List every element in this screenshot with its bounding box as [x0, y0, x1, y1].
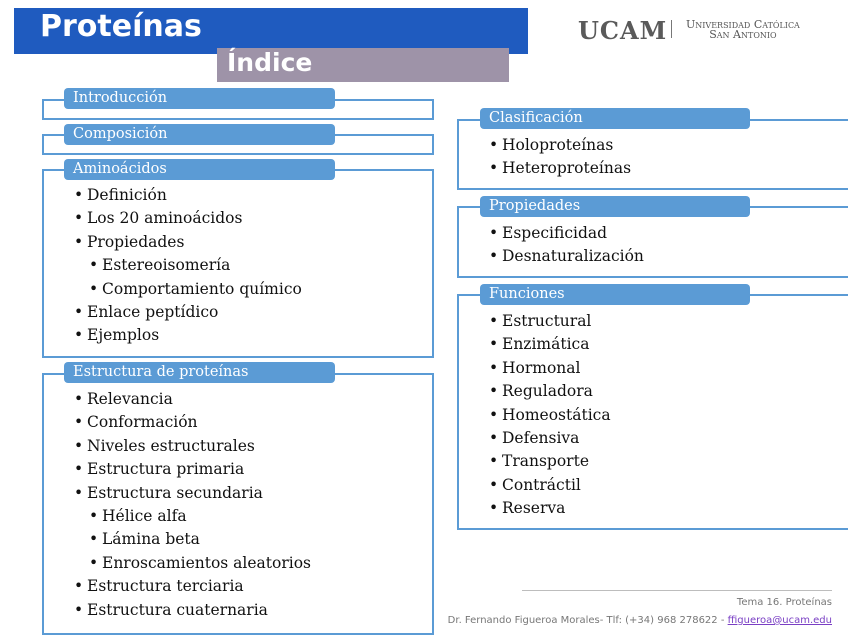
- bullet-icon: •: [74, 460, 84, 479]
- list-item-text: Conformación: [87, 413, 198, 432]
- list-item-text: Lámina beta: [102, 530, 200, 549]
- list-item: [74, 552, 311, 575]
- slide-title: Proteínas: [40, 9, 202, 44]
- propiedades-header: Propiedades: [480, 196, 750, 217]
- list-item: [74, 278, 302, 301]
- list-item-text: Estructura secundaria: [87, 483, 263, 502]
- logo-divider: [671, 20, 672, 38]
- bullet-icon: •: [74, 326, 84, 345]
- list-item-text: Heteroproteínas: [502, 159, 632, 178]
- list-item: [74, 207, 302, 230]
- footer-topic: Tema 16. Proteínas: [736, 597, 832, 608]
- clasificacion-header: Clasificación: [480, 108, 750, 129]
- list-item-text: Ejemplos: [87, 326, 160, 345]
- list-item: [74, 458, 311, 481]
- bullet-icon: •: [89, 256, 99, 275]
- clasificacion-list: [489, 134, 631, 181]
- list-item: [74, 528, 311, 551]
- list-item: [489, 380, 611, 403]
- bullet-icon: •: [489, 405, 499, 424]
- list-item: [489, 427, 611, 450]
- list-item: [489, 310, 611, 333]
- list-item-text: Holoproteínas: [502, 136, 614, 154]
- bullet-icon: •: [489, 452, 499, 471]
- list-item-text: Estructura cuaternaria: [87, 600, 268, 619]
- list-item: [489, 157, 631, 180]
- list-item: [489, 357, 611, 380]
- list-item: [74, 254, 302, 277]
- aminoacidos-header: Aminoácidos: [64, 159, 335, 180]
- bullet-icon: •: [489, 136, 499, 154]
- list-item: [74, 231, 302, 254]
- list-item: [489, 450, 611, 473]
- list-item-text: Comportamiento químico: [102, 279, 302, 298]
- list-item-text: Estructura terciaria: [87, 577, 244, 596]
- propiedades-list: [489, 222, 644, 269]
- list-item: [74, 599, 311, 622]
- bullet-icon: •: [489, 247, 499, 266]
- bullet-icon: •: [74, 390, 84, 408]
- university-line-1: Universidad Católica: [686, 18, 800, 31]
- aminoacidos-list: [74, 184, 302, 348]
- university-line-2: San Antonio: [709, 28, 777, 41]
- funciones-header: Funciones: [480, 284, 750, 305]
- ucam-logo: UCAM: [578, 16, 668, 45]
- list-item: [74, 301, 302, 324]
- list-item-text: Hormonal: [502, 358, 581, 377]
- list-item-text: Enroscamientos aleatorios: [102, 553, 311, 572]
- bullet-icon: •: [74, 413, 84, 432]
- list-item-text: Defensiva: [502, 428, 580, 447]
- list-item-text: Estructural: [502, 312, 592, 330]
- bullet-icon: •: [74, 302, 84, 321]
- list-item: [489, 474, 611, 497]
- list-item-text: Reguladora: [502, 382, 593, 401]
- list-item: [489, 497, 611, 520]
- bullet-icon: •: [489, 499, 499, 518]
- bullet-icon: •: [489, 428, 499, 447]
- list-item-text: Homeostática: [502, 405, 611, 424]
- list-item-text: Los 20 aminoácidos: [87, 209, 243, 228]
- bullet-icon: •: [74, 600, 84, 619]
- footer-author-text: Dr. Fernando Figueroa Morales- Tlf: (+34) 968 278622 -: [447, 615, 728, 626]
- list-item-text: Relevancia: [87, 390, 173, 408]
- bullet-icon: •: [74, 577, 84, 596]
- footer-email-link[interactable]: ffigueroa@ucam.edu: [727, 615, 832, 626]
- list-item: [489, 404, 611, 427]
- list-item-text: Definición: [87, 186, 167, 204]
- bullet-icon: •: [74, 483, 84, 502]
- list-item-text: Estructura primaria: [87, 460, 245, 479]
- list-item: [74, 388, 311, 411]
- list-item-text: Desnaturalización: [502, 247, 644, 266]
- list-item: [74, 411, 311, 434]
- list-item-text: Especificidad: [502, 224, 608, 242]
- list-item: [489, 134, 631, 157]
- bullet-icon: •: [489, 159, 499, 178]
- composicion-header: Composición: [64, 124, 335, 145]
- footer-author: [448, 615, 832, 626]
- list-item-text: Reserva: [502, 499, 566, 518]
- bullet-icon: •: [89, 506, 99, 525]
- bullet-icon: •: [74, 436, 84, 455]
- bullet-icon: •: [74, 186, 84, 204]
- list-item: [489, 333, 611, 356]
- list-item-text: Niveles estructurales: [87, 436, 255, 455]
- footer-divider: [522, 590, 832, 591]
- bullet-icon: •: [489, 382, 499, 401]
- list-item-text: Estereoisomería: [102, 256, 231, 275]
- list-item: [74, 324, 302, 347]
- bullet-icon: •: [74, 209, 84, 228]
- bullet-icon: •: [489, 224, 499, 242]
- list-item-text: Hélice alfa: [102, 506, 187, 525]
- bullet-icon: •: [74, 232, 84, 251]
- list-item-text: Enzimática: [502, 335, 590, 354]
- bullet-icon: •: [489, 312, 499, 330]
- list-item: [74, 505, 311, 528]
- bullet-icon: •: [489, 335, 499, 354]
- bullet-icon: •: [89, 553, 99, 572]
- estructura-header: Estructura de proteínas: [64, 362, 335, 383]
- bullet-icon: •: [489, 475, 499, 494]
- list-item: [74, 482, 311, 505]
- list-item-text: Transporte: [502, 452, 589, 471]
- list-item-text: Propiedades: [87, 232, 185, 251]
- bullet-icon: •: [89, 279, 99, 298]
- estructura-list: [74, 388, 311, 622]
- section-title: Índice: [227, 48, 313, 77]
- list-item: [489, 245, 644, 268]
- list-item-text: Contráctil: [502, 475, 581, 494]
- funciones-list: [489, 310, 611, 521]
- list-item: [74, 575, 311, 598]
- list-item: [74, 435, 311, 458]
- list-item-text: Enlace peptídico: [87, 302, 219, 321]
- bullet-icon: •: [89, 530, 99, 549]
- university-name: [686, 20, 800, 40]
- bullet-icon: •: [489, 358, 499, 377]
- list-item: [74, 184, 302, 207]
- introduccion-header: Introducción: [64, 88, 335, 109]
- list-item: [489, 222, 644, 245]
